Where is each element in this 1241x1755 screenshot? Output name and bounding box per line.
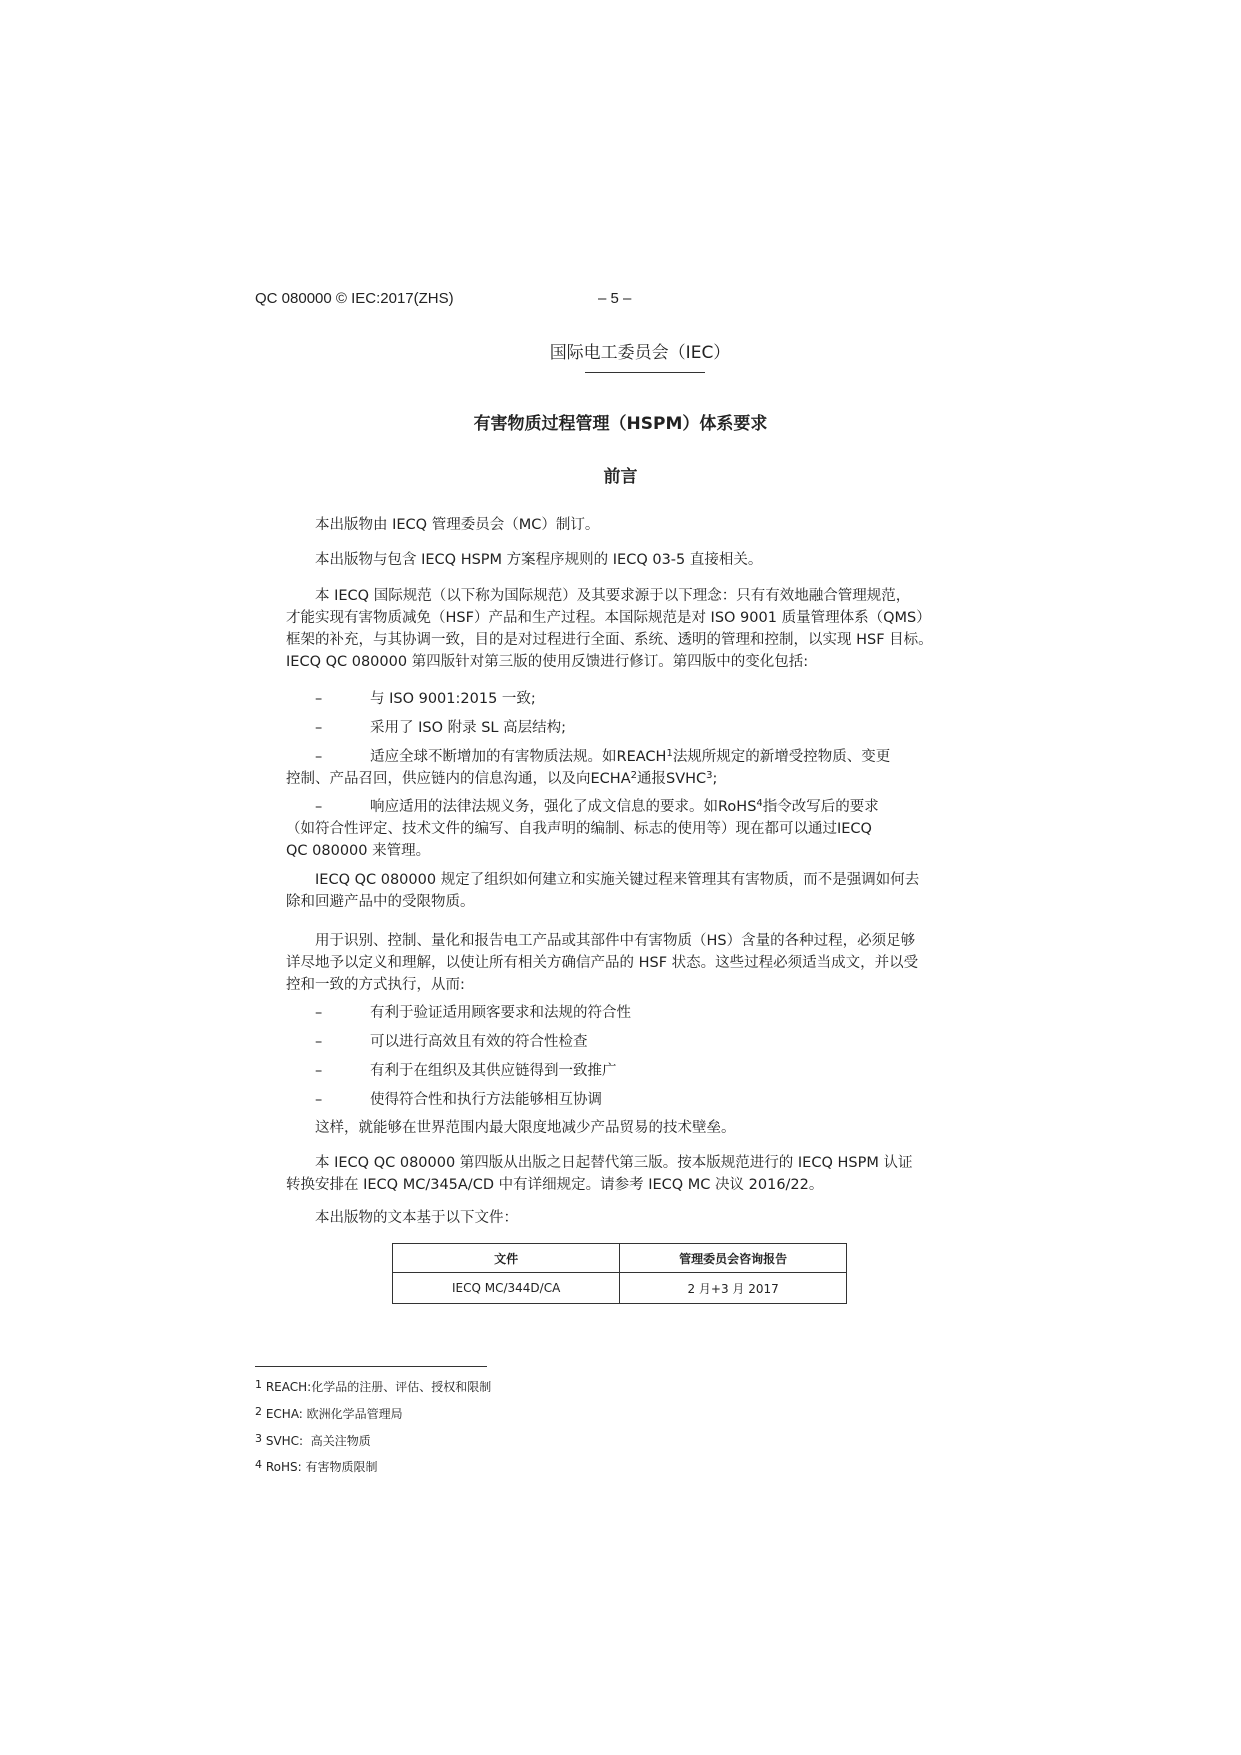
list-item-text: 有利于在组织及其供应链得到一致推广 — [370, 1063, 617, 1079]
header-standard-ref: QC 080000 © IEC:2017(ZHS) — [255, 290, 454, 307]
paragraph-3-line-2: 才能实现有害物质减免（HSF）产品和生产过程。本国际规范是对 ISO 9001 质量管理体系（QMS） — [286, 610, 931, 626]
footnote: $^4$ RoHS: 有害物质限制 — [255, 1458, 378, 1474]
organization-underline — [585, 372, 705, 373]
list-item-text: 采用了 ISO 附录 SL 高层结构; — [370, 720, 566, 736]
table-header-row — [393, 1244, 847, 1273]
footnote-separator — [255, 1366, 487, 1367]
paragraph-7: 本 IECQ QC 080000 第四版从出版之日起替代第三版。按本版规范进行的 IECQ HSPM 认证 转换安排在 IECQ MC/345A/CD 中有详细规定。请参考 IECQ MC 决议 2016/22。 — [286, 1155, 913, 1193]
organization-name: 国际电工委员会（IEC） — [549, 343, 731, 363]
table-cell: 2 月+3 月 2017 — [620, 1273, 847, 1304]
footnote: $^3$ SVHC: 高关注物质 — [255, 1432, 371, 1448]
table-header-cell: 文件 — [393, 1244, 620, 1273]
paragraph-3 — [286, 585, 1006, 673]
table-cell: IECQ MC/344D/CA — [393, 1273, 620, 1304]
list-dash: – — [315, 691, 323, 707]
list-item: – 适应全球不断增加的有害物质法规。如REACH$^1$法规所规定的新增受控物质、变更 控制、产品召回，供应链内的信息沟通，以及向ECHA$^2$通报SVHC$^3$; — [286, 748, 891, 787]
table-row — [393, 1273, 847, 1304]
list-item-text: 使得符合性和执行方法能够相互协调 — [370, 1092, 602, 1108]
list-item-text: 有利于验证适用顾客要求和法规的符合性 — [370, 1005, 631, 1021]
paragraph-1: 本出版物由 IECQ 管理委员会（MC）制订。 — [315, 517, 600, 533]
list-dash: – — [315, 749, 323, 765]
paragraph-8: 本出版物的文本基于以下文件： — [315, 1210, 518, 1226]
documents-table — [392, 1243, 847, 1304]
footnote: $^2$ ECHA: 欧洲化学品管理局 — [255, 1405, 403, 1421]
list-item: – 响应适用的法律法规义务，强化了成文信息的要求。如RoHS$^4$指令改写后的要求 （如符合性评定、技术文件的编写、自我声明的编制、标志的使用等）现在都可以通过IECQ QC 080000 来管理。 — [286, 798, 879, 859]
paragraph-4: IECQ QC 080000 规定了组织如何建立和实施关键过程来管理其有害物质，而不是强调如何去 除和回避产品中的受限物质。 — [286, 872, 920, 910]
header-page-number: – 5 – — [598, 290, 632, 307]
list-dash: – — [315, 799, 323, 815]
paragraph-3-line-1: 本 IECQ 国际规范（以下称为国际规范）及其要求源于以下理念：只有有效地融合管理规范， — [315, 588, 911, 604]
list-dash: – — [315, 720, 323, 736]
paragraph-3-line-4: IECQ QC 080000 第四版针对第三版的使用反馈进行修订。第四版中的变化包括: — [286, 654, 809, 670]
paragraph-6: 这样，就能够在世界范围内最大限度地减少产品贸易的技术壁垒。 — [315, 1120, 736, 1136]
paragraph-5: 用于识别、控制、量化和报告电工产品或其部件中有害物质（HS）含量的各种过程，必须足够 详尽地予以定义和理解，以使让所有相关方确信产品的 HSF 状态。这些过程必须适当成文，并以受 控和一致的方式执行，从而: — [286, 933, 919, 993]
footnote: $^1$ REACH:化学品的注册、评估、授权和限制 — [255, 1378, 492, 1394]
foreword-heading: 前言 — [603, 467, 638, 487]
paragraph-3-line-3: 框架的补充，与其协调一致，目的是对过程进行全面、系统、透明的管理和控制，以实现 HSF 目标。 — [286, 632, 933, 648]
paragraph-2: 本出版物与包含 IECQ HSPM 方案程序规则的 IECQ 03-5 直接相关。 — [315, 552, 763, 568]
list-item-text: 与 ISO 9001:2015 一致; — [370, 691, 536, 707]
list-item-text: 可以进行高效且有效的符合性检查 — [370, 1034, 588, 1050]
document-title: 有害物质过程管理（HSPM）体系要求 — [473, 414, 768, 434]
table-header-cell: 管理委员会咨询报告 — [620, 1244, 847, 1273]
